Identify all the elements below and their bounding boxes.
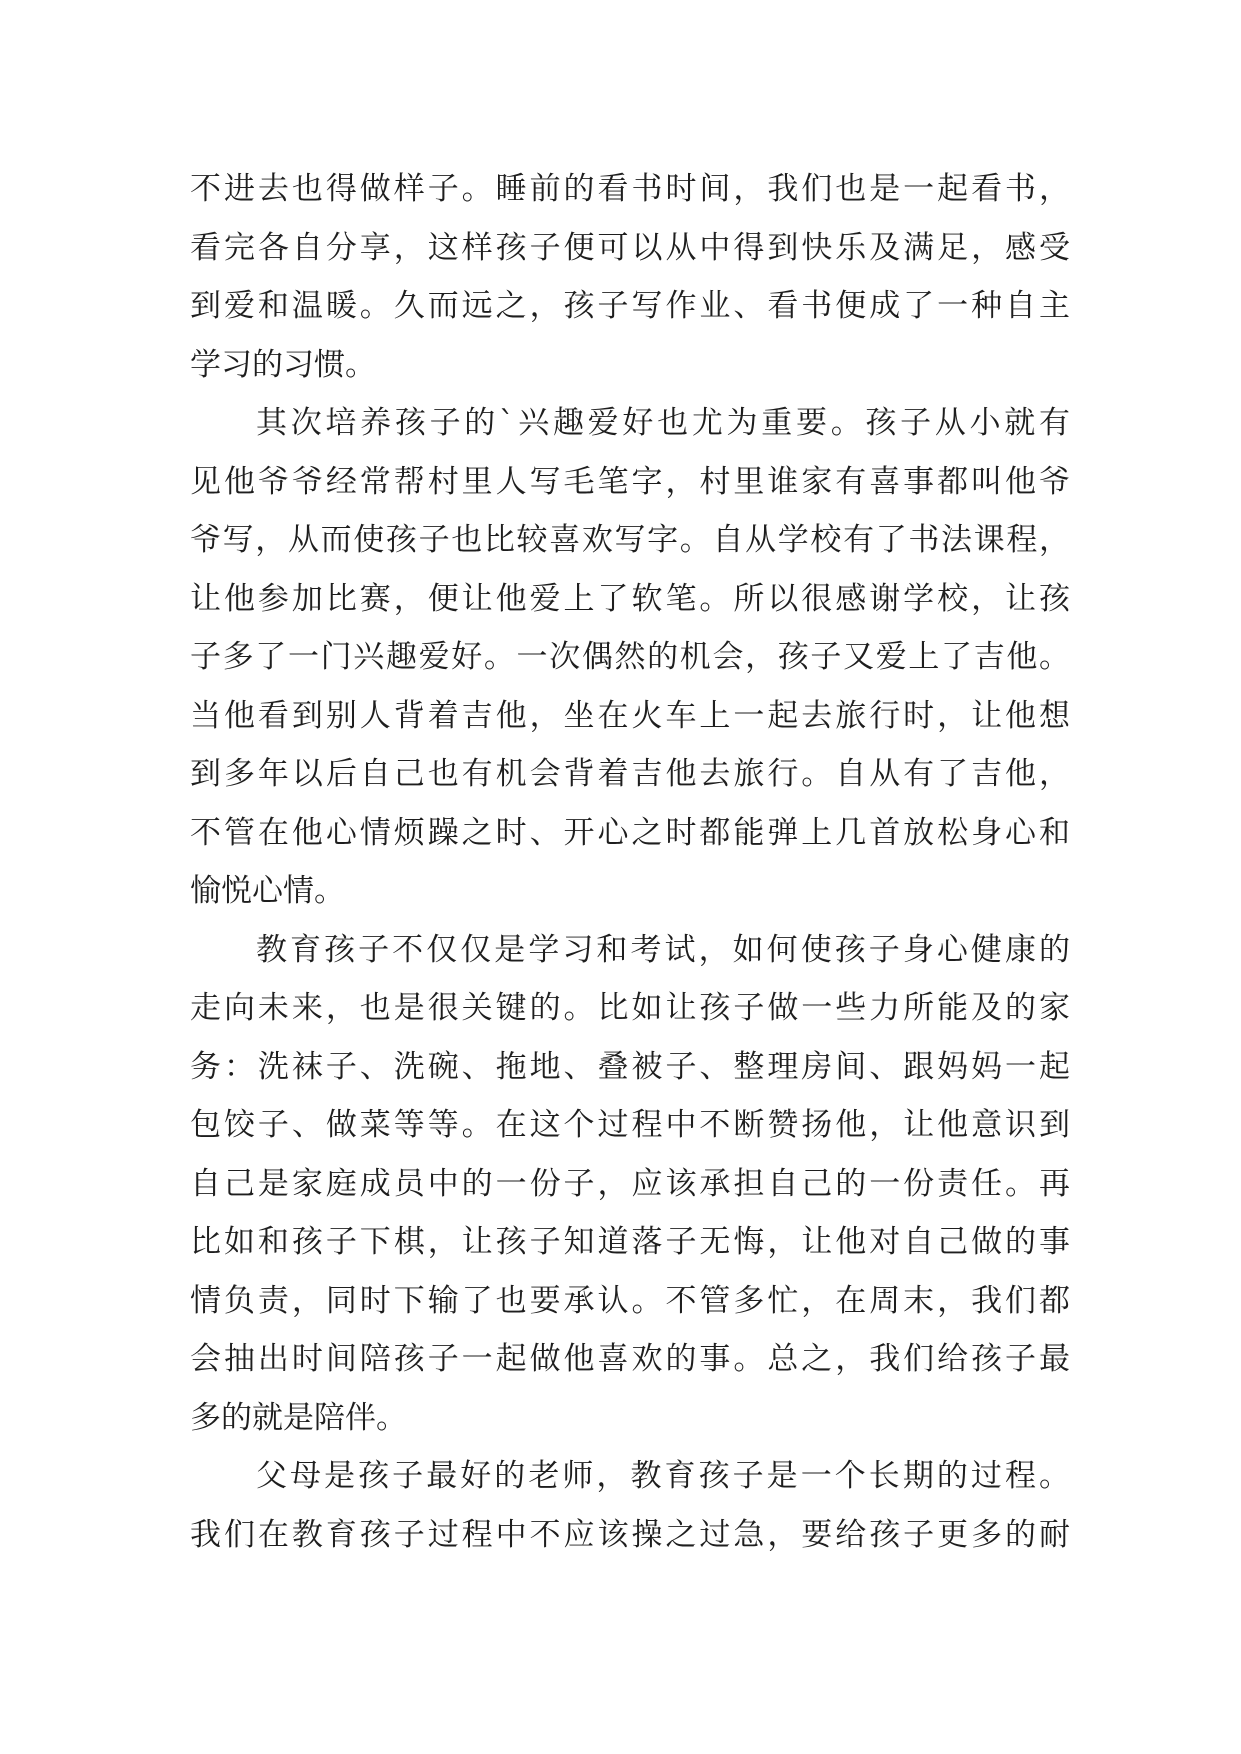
text-line: 自己是家庭成员中的一份子，应该承担自己的一份责任。再 (190, 1165, 1070, 1202)
paragraph (190, 394, 1070, 921)
text-line: 子多了一门兴趣爱好。一次偶然的机会，孩子又爱上了吉他。 (190, 639, 1070, 675)
paragraph (190, 921, 1070, 1448)
text-line: 教育孩子不仅仅是学习和考试，如何使孩子身心健康的 (256, 931, 1070, 968)
text-line: 当他看到别人背着吉他，坐在火车上一起去旅行时，让他想 (190, 697, 1070, 734)
text-line: 会抽出时间陪孩子一起做他喜欢的事。总之，我们给孩子最 (190, 1341, 1070, 1377)
paragraph (190, 1447, 1070, 1564)
text-line: 不进去也得做样子。睡前的看书时间，我们也是一起看书， (190, 171, 1070, 207)
text-line: 看完各自分享，这样孩子便可以从中得到快乐及满足，感受 (190, 229, 1070, 266)
text-line: 让他参加比赛，便让他爱上了软笔。所以很感谢学校，让孩 (190, 580, 1070, 617)
text-line: 见他爷爷经常帮村里人写毛笔字，村里谁家有喜事都叫他爷 (190, 463, 1070, 500)
text-line: 父母是孩子最好的老师，教育孩子是一个长期的过程。 (256, 1458, 1070, 1494)
text-line: 爷写，从而使孩子也比较喜欢写字。自从学校有了书法课程， (190, 522, 1070, 558)
text-line: 情负责，同时下输了也要承认。不管多忙，在周末，我们都 (190, 1282, 1070, 1319)
text-line: 务：洗袜子、洗碗、拖地、叠被子、整理房间、跟妈妈一起 (190, 1048, 1070, 1085)
text-line: 到多年以后自己也有机会背着吉他去旅行。自从有了吉他， (190, 756, 1070, 792)
text-line: 学习的习惯。 (190, 346, 376, 383)
text-line: 走向未来，也是很关键的。比如让孩子做一些力所能及的家 (190, 990, 1070, 1026)
text-line: 我们在教育孩子过程中不应该操之过急，要给孩子更多的耐 (190, 1516, 1070, 1553)
text-line: 包饺子、做菜等等。在这个过程中不断赞扬他，让他意识到 (190, 1107, 1070, 1143)
text-line: 不管在他心情烦躁之时、开心之时都能弹上几首放松身心和 (190, 814, 1070, 851)
document-body (190, 160, 1070, 1564)
paragraph (190, 160, 1070, 394)
text-line: 到爱和温暖。久而远之，孩子写作业、看书便成了一种自主 (190, 288, 1070, 324)
text-line: 比如和孩子下棋，让孩子知道落子无悔，让他对自己做的事 (190, 1224, 1070, 1260)
text-line: 其次培养孩子的`兴趣爱好也尤为重要。孩子从小就有 (256, 405, 1070, 441)
text-line: 愉悦心情。 (190, 873, 345, 909)
text-line: 多的就是陪伴。 (190, 1399, 407, 1436)
